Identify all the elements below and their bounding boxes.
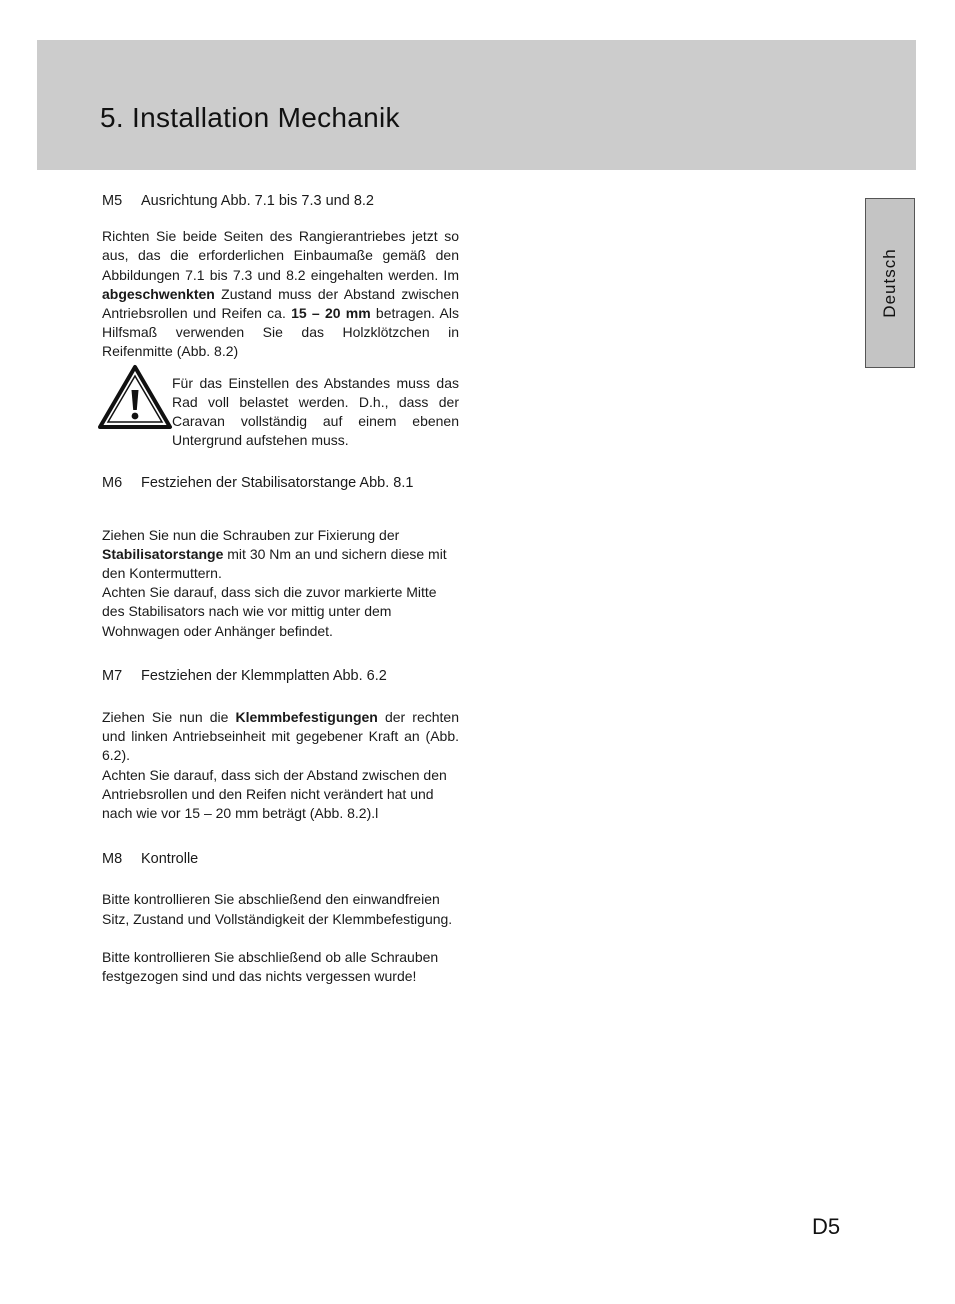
section-title: Festziehen der Klemmplatten Abb. 6.2 bbox=[141, 667, 387, 684]
m7-paragraph-2: Achten Sie darauf, dass sich der Abstand zwischen den Antriebsrollen und den Reifen nicht verändert hat und nach wie vor 15 – 20 mm beträgt (Abb. 8.2).l bbox=[102, 766, 447, 822]
warning-block bbox=[102, 374, 459, 451]
m7-paragraph bbox=[102, 708, 459, 766]
section-heading-m5 bbox=[102, 192, 459, 211]
m6-bold: Stabilisatorstange bbox=[102, 545, 224, 562]
section-number: M7 bbox=[102, 667, 123, 684]
m5-paragraph bbox=[102, 227, 459, 361]
m7-bold: Klemmbefestigungen bbox=[235, 709, 378, 726]
section-number: M8 bbox=[102, 851, 123, 868]
warning-text: Für das Einstellen des Abstandes muss das Rad voll belastet werden. D.h., dass der Caravan vollständig auf einem ebenen Untergrund aufstehen muss. bbox=[172, 374, 459, 449]
header-band bbox=[37, 40, 916, 170]
m7-text-a: Ziehen Sie nun die bbox=[102, 709, 236, 726]
section-number: M6 bbox=[102, 475, 123, 492]
section-heading-m8 bbox=[102, 850, 459, 869]
section-title: Ausrichtung Abb. 7.1 bis 7.3 und 8.2 bbox=[141, 193, 374, 209]
m6-text-a: Ziehen Sie nun die Schrauben zur Fixierung der bbox=[102, 526, 400, 543]
m7-text-b: der rechten und linken Antriebseinheit mit gegebener Kraft an (Abb. 6.2). bbox=[102, 709, 459, 764]
section-number: M5 bbox=[102, 193, 123, 209]
m8-paragraph-2: Bitte kontrollieren Sie abschließend ob alle Schrauben festgezogen sind und das nichts vergessen wurde! bbox=[102, 948, 439, 985]
language-tab bbox=[865, 198, 915, 368]
section-heading-m6 bbox=[102, 474, 459, 493]
m5-text-c: betragen. Als Hilfsmaß verwenden Sie das Holzklötzchen in Reifenmitte (Abb. 8.2) bbox=[102, 305, 459, 360]
page-number: D5 bbox=[812, 1214, 841, 1239]
section-heading-m7 bbox=[102, 667, 459, 686]
m5-text-a: Richten Sie beide Seiten des Rangierantriebes jetzt so aus, das die erforderlichen Einbaumaße gemäß den Abbildungen 7.1 bis 7.3 und 8.2 eingehalten werden. Im bbox=[102, 228, 459, 283]
m5-bold-2: 15 – 20 mm bbox=[291, 305, 371, 322]
m8-paragraph-1: Bitte kontrollieren Sie abschließend den einwandfreien Sitz, Zustand und Vollständigkeit der Klemmbefestigung. bbox=[102, 891, 453, 927]
main-content bbox=[102, 192, 459, 986]
m5-bold-1: abgeschwenkten bbox=[102, 285, 215, 302]
m5-text-b: Zustand muss der Abstand zwischen Antriebsrollen und Reifen ca. bbox=[102, 285, 459, 322]
section-title: Festziehen der Stabilisatorstange Abb. 8.1 bbox=[141, 475, 414, 492]
language-tab-label: Deutsch bbox=[880, 248, 899, 318]
m6-paragraph-2: Achten Sie darauf, dass sich die zuvor markierte Mitte des Stabilisators nach wie vor mittig unter dem Wohnwagen oder Anhänger befindet. bbox=[102, 584, 437, 639]
section-title: Kontrolle bbox=[141, 851, 199, 868]
m6-text-b: mit 30 Nm an und sichern diese mit den Kontermuttern. bbox=[102, 545, 447, 582]
warning-icon bbox=[97, 364, 172, 435]
m6-paragraph bbox=[102, 526, 459, 584]
page-title: 5. Installation Mechanik bbox=[100, 102, 400, 133]
